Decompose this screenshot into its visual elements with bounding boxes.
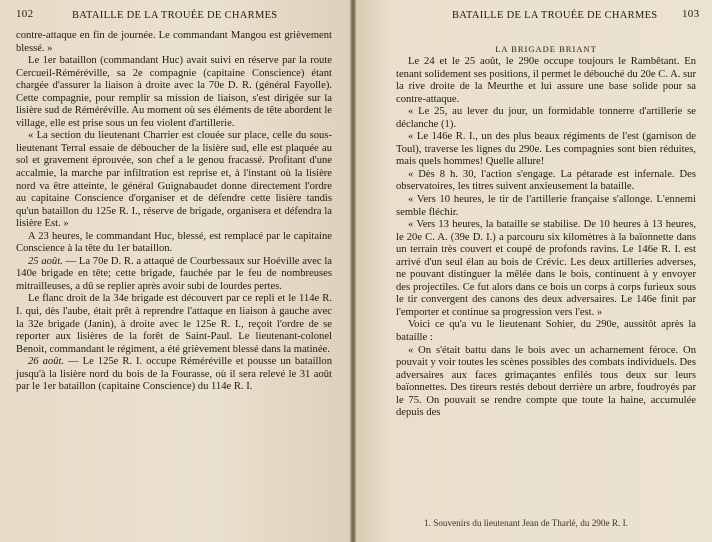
paragraph: Le flanc droit de la 34e brigade est découvert par ce repli et le 114e R. I. qui, dès l'aube, était prêt à reprendre l'attaque en liaison à gauche avec la 32e brigade (Janin), à droite avec le 125e R. I., reçoit l'ordre de se reporter aux lisières de la forêt de Saint-Paul. Le lieutenant-colonel Benoit, commandant le régiment, a été grièvement blessé dans la matinée. [16, 293, 332, 355]
paragraph-text: — La 70e D. R. a attaqué de Courbessaux sur Hoéville avec la 140e brigade en tête; cette brigade, fauchée par le feu de nombreuses mitrailleuses, a dû se replier après avoir subi de lourdes pertes. [16, 255, 332, 292]
right-running-head: BATAILLE DE LA TROUÉE DE CHARMES [452, 10, 658, 21]
paragraph [16, 356, 332, 394]
paragraph: « Dès 8 h. 30, l'action s'engage. La pétarade est infernale. Des observatoires, les titres suivent anxieusement la bataille. [396, 168, 696, 193]
left-running-head: BATAILLE DE LA TROUÉE DE CHARMES [72, 10, 278, 21]
left-page [0, 0, 350, 542]
paragraph: « Le 25, au lever du jour, un formidable tonnerre d'artillerie se déclanche (1). [396, 106, 696, 130]
paragraph: « La section du lieutenant Charrier est clouée sur place, celle du sous-lieutenant Terral essaie de déboucher de la lisière sud, elle est plaquée au sol et gravement éprouvée, son chef a le genou fracassé. Profitant d'une accalmie, la marche par infiltration est reprise et, à l'instant où la lisière nord va être atteinte, le général Guignabaudet donne directement l'ordre au capitaine Conscience d'organiser et de défendre cette lisière tandis qu'un bataillon du 125e R. I., réserve de brigade, organisera et défendra la lisière Est. » [16, 130, 332, 230]
date-lead: 26 août. [28, 356, 65, 368]
paragraph: A 23 heures, le commandant Huc, blessé, est remplacé par le capitaine Conscience à la tête du 1er bataillon. [16, 230, 332, 255]
paragraph: contre-attaque en fin de journée. Le commandant Mangou est grièvement blessé. » [16, 30, 332, 54]
paragraph: « Vers 10 heures, le tir de l'artillerie française s'allonge. L'ennemi semble fléchir. [396, 194, 696, 218]
right-page-number: 103 [682, 8, 700, 20]
date-lead: 25 août. [28, 255, 63, 267]
paragraph [16, 256, 332, 294]
paragraph: Le 1er bataillon (commandant Huc) avait suivi en réserve par la route Cercueil-Réméréville, sa 2e compagnie (capitaine Conscience) étant chargée d'assurer la liaison à droite avec la 70e D. R. (général Fayolle). Cette compagnie, pour remplir sa mission de liaison, s'est dirigée sur la lisière sud de Réméréville. Au moment où ses éléments de tête abordent le village, elle est prise sous un feu violent d'artillerie. [16, 55, 332, 129]
paragraph-text: — Le 125e R. I. occupe Réméréville et pousse un bataillon jusqu'à la lisière nord du bois de la Fourasse, où il sera relevé le 31 août par le 1er bataillon (capitaine Conscience) du 114e R. I. [16, 356, 332, 393]
paragraph: « On s'était battu dans le bois avec un acharnement féroce. On pouvait y voir toutes les scènes possibles des combats individuels. Des adversaires aux faces grimaçantes enfilés tous deux sur leurs baïonnettes. Des tireurs restés debout derrière un arbre, foudroyés par le 75. On pouvait se rendre compte que toute la haine, accumulée depuis des [396, 344, 696, 419]
paragraph: « Le 146e R. I., un des plus beaux régiments de l'est (garnison de Toul), traverse les lignes du 290e. Les compagnies sont bien réduites, mais quels hommes! Quelle allure! [396, 131, 696, 168]
paragraph: « Vers 13 heures, la bataille se stabilise. De 10 heures à 13 heures, le 20e C. A. (39e D. I.) a parcouru six kilomètres à la baïonnette dans un terrain très couvert et coupé de profonds ravins. Le 146e R. I. est arrivé d'un seul élan au bois de Crévic. Les deux artilleries adverses, ne pouvant distinguer la mêlée dans le bois, continuent à y envoyer des projectiles. Ce fut alors dans ce bois un corps à corps furieux sous le tir convergent des canons des deux adversaires. Le 146e finit par l'emporter et continue sa progression vers l'est. » [396, 219, 696, 318]
left-page-number: 102 [16, 8, 34, 20]
section-title: LA BRIGADE BRIANT [495, 44, 597, 54]
footnote: 1. Souvenirs du lieutenant Jean de Tharlé, du 290e R. I. [424, 518, 628, 528]
paragraph: Voici ce qu'a vu le lieutenant Sohier, du 290e, aussitôt après la bataille : [396, 319, 696, 344]
left-body-text [16, 30, 332, 394]
right-body-text [396, 56, 696, 420]
right-page [356, 0, 712, 542]
paragraph: Le 24 et le 25 août, le 290e occupe toujours le Rambêtant. En tenant solidement ses positions, il permet le débouché du 20e C. A. sur la rive droite de la Meurthe et lui assure une base solide pour sa contre-attaque. [396, 56, 696, 105]
